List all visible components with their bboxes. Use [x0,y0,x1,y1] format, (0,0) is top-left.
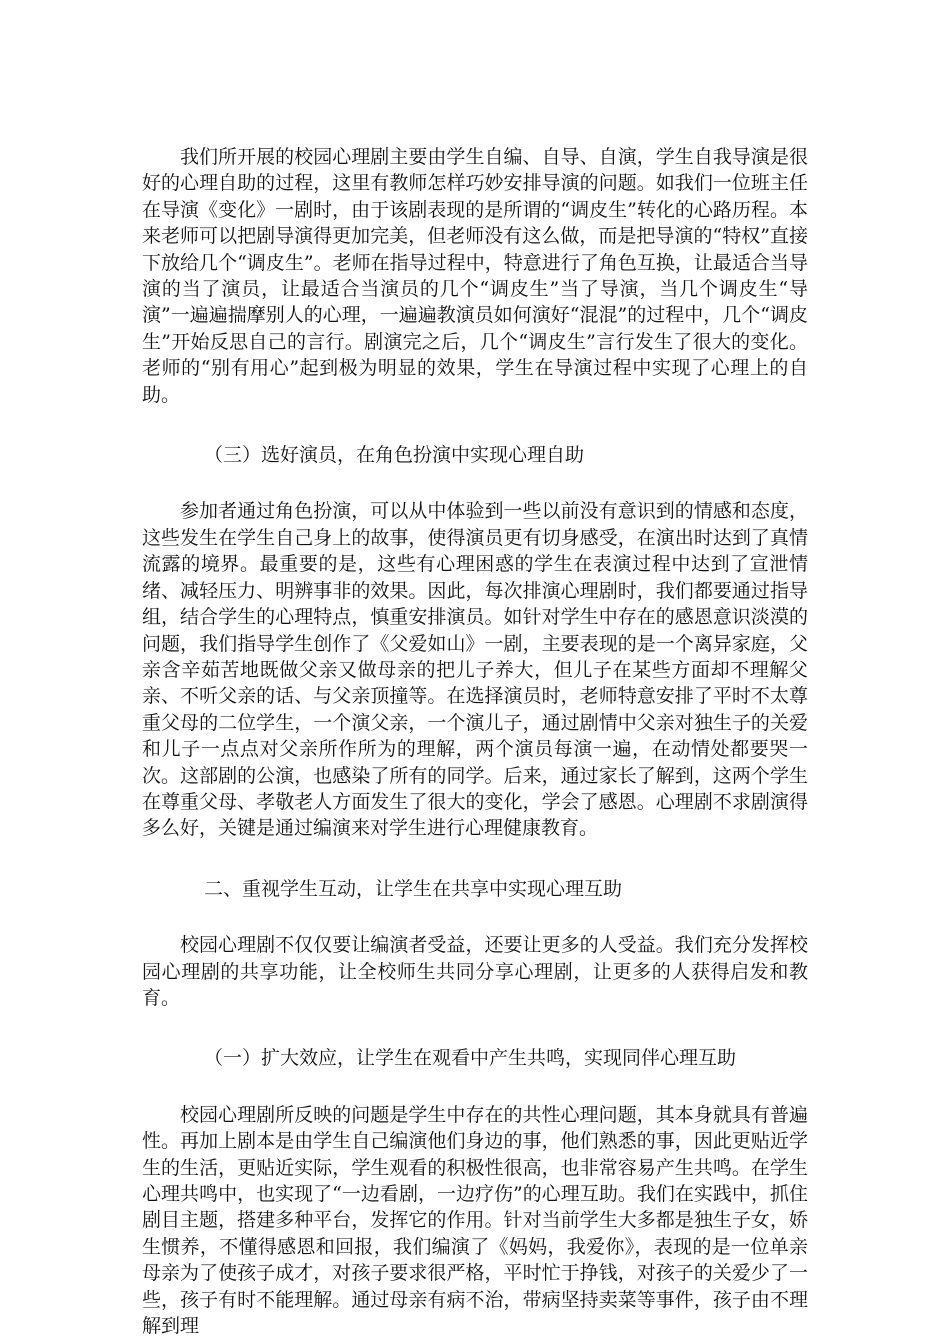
section-heading-student-interaction: 二、重视学生互动，让学生在共享中实现心理互助 [204,877,623,900]
section-heading-choose-actors: （三）选好演员，在角色扮演中实现心理自助 [204,444,585,467]
section-heading-expand-effect: （一）扩大效应，让学生在观看中产生共鸣，实现同伴心理互助 [204,1047,737,1070]
paragraph-director-self-help: 我们所开展的校园心理剧主要由学生自编、自导、自演，学生自我导演是很好的心理自助的过程，这里有教师怎样巧妙安排导演的问题。如我们一位班主任在导演《变化》一剧时，由于该剧表现的是所谓的“调皮生”转化的心路历程。本来老师可以把剧导演得更加完美，但老师没有这么做，而是把导演的“特权”直接下放给几个“调皮生”。老师在指导过程中，特意进行了角色互换，让最适合当导演的当了演员，让最适合当演员的几个“调皮生”当了导演，当几个调皮生“导演”一遍遍揣摩别人的心理，一遍遍教演员如何演好“混混”的过程中，几个“调皮生”开始反思自己的言行。剧演完之后，几个“调皮生”言行发生了很大的变化。老师的“别有用心”起到极为明显的效果，学生在导演过程中实现了心理上的自助。 [142,146,808,406]
paragraph-role-play: 参加者通过角色扮演，可以从中体验到一些以前没有意识到的情感和态度，这些发生在学生自己身上的故事，使得演员更有切身感受，在演出时达到了真情流露的境界。最重要的是，这些有心理困惑的学生在表演过程中达到了宣泄情绪、减轻压力、明辨事非的效果。因此，每次排演心理剧时，我们都要通过指导组，结合学生的心理特点，慎重安排演员。如针对学生中存在的感恩意识淡漠的问题，我们指导学生创作了《父爱如山》一剧，主要表现的是一个离异家庭，父亲含辛茹苦地既做父亲又做母亲的把儿子养大，但儿子在某些方面却不理解父亲、不听父亲的话、与父亲顶撞等。在选择演员时，老师特意安排了平时不太尊重父母的二位学生，一个演父亲，一个演儿子，通过剧情中父亲对独生子的关爱和儿子一点点对父亲所作所为的理解，两个演员每演一遍，在动情处都要哭一次。这部剧的公演，也感染了所有的同学。后来，通过家长了解到，这两个学生在尊重父母、孝敬老人方面发生了很大的变化，学会了感恩。心理剧不求剧演得多么好，关键是通过编演来对学生进行心理健康教育。 [142,500,808,840]
paragraph-shared-benefit: 校园心理剧不仅仅要让编演者受益，还要让更多的人受益。我们充分发挥校园心理剧的共享功能，让全校师生共同分享心理剧，让更多的人获得启发和教育。 [142,934,808,1009]
paragraph-peer-resonance: 校园心理剧所反映的问题是学生中存在的共性心理问题，其本身就具有普遍性。再加上剧本是由学生自己编演他们身边的事，他们熟悉的事，因此更贴近学生的生活，更贴近实际，学生观看的积极性很高，也非常容易产生共鸣。在学生心理共鸣中，也实现了“一边看剧，一边疗伤”的心理互助。我们在实践中，抓住剧目主题，搭建多种平台，发挥它的作用。针对当前学生大多都是独生子女，娇生惯养，不懂得感恩和回报，我们编演了《妈妈，我爱你》，表现的是一位单亲母亲为了使孩子成才，对孩子要求很严格，平时忙于挣钱，对孩子的关爱少了一些，孩子有时不能理解。通过母亲有病不治，带病坚持卖菜等事件，孩子由不理解到理 [142,1103,808,1338]
document-page [142,144,808,1339]
